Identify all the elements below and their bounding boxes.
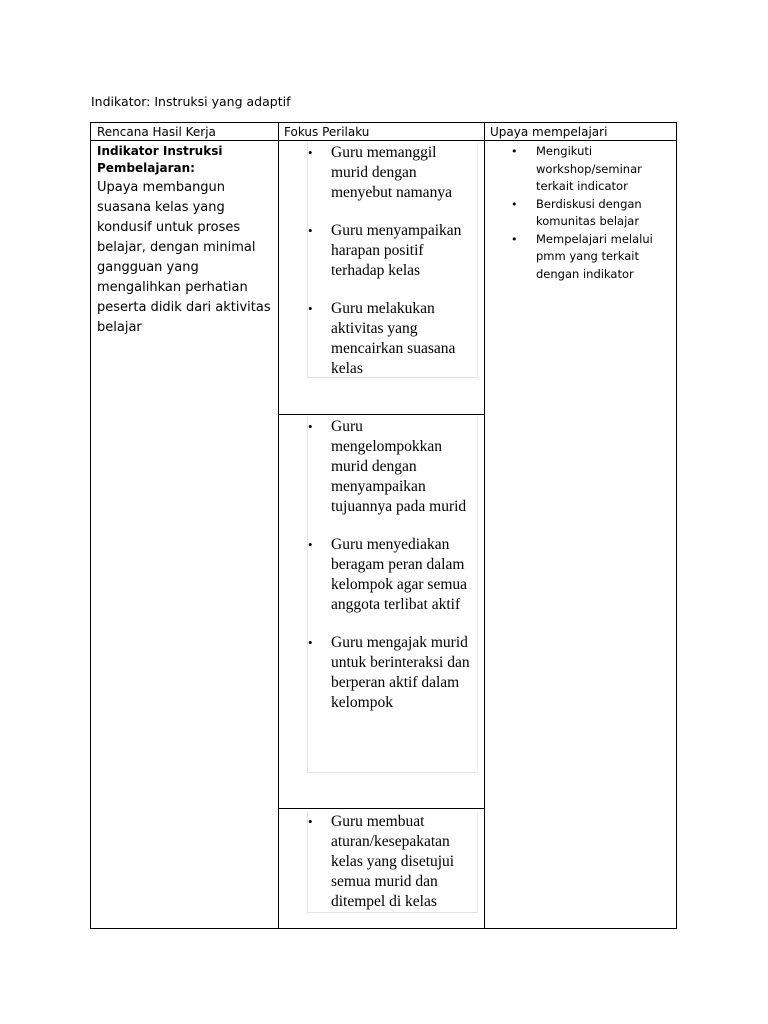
rencana-hasil-kerja-cell <box>97 143 272 338</box>
header-divider <box>91 140 676 141</box>
indicator-title: Indikator Instruksi Pembelajaran: <box>97 144 223 175</box>
header-upaya-mempelajari: Upaya mempelajari <box>490 125 608 139</box>
list-item <box>308 299 477 379</box>
bullet-icon: • <box>511 232 518 246</box>
list-item <box>308 812 477 912</box>
focus-item-text: Guru mengajak murid untuk berinteraksi dan berperan aktif dalam kelompok <box>331 634 470 711</box>
document-title: Indikator: Instruksi yang adaptif <box>91 94 291 109</box>
learning-item-text: Mempelajari melalui pmm yang terkait dengan indikator <box>536 231 653 281</box>
focus-item-text: Guru menyampaikan harapan positif terhadap kelas <box>331 222 462 279</box>
focus-item-text: Guru melakukan aktivitas yang mencairkan suasana kelas <box>331 300 456 377</box>
header-rencana-hasil-kerja: Rencana Hasil Kerja <box>97 125 216 139</box>
row-divider <box>278 414 484 415</box>
column-divider <box>484 123 485 928</box>
list-item <box>308 143 477 203</box>
focus-block-3 <box>307 811 478 913</box>
focus-item-text: Guru mengelompokkan murid dengan menyampaikan tujuannya pada murid <box>331 418 467 515</box>
focus-item-text: Guru menyediakan beragam peran dalam kelompok agar semua anggota terlibat aktif <box>331 536 468 613</box>
bullet-icon: • <box>308 635 313 650</box>
bullet-icon: • <box>308 814 313 829</box>
bullet-icon: • <box>511 197 518 211</box>
focus-item-text: Guru membuat aturan/kesepakatan kelas yang disetujui semua murid dan ditempel di kelas <box>331 813 455 910</box>
list-item <box>308 221 477 281</box>
learning-item-text: Mengikuti workshop/seminar terkait indicator <box>536 144 642 193</box>
focus-item-text: Guru memanggil murid dengan menyebut namanya <box>331 144 452 201</box>
indicator-table <box>90 122 677 929</box>
list-item <box>308 633 477 713</box>
upaya-mempelajari-cell <box>511 143 661 283</box>
focus-block-1 <box>307 142 478 378</box>
list-item <box>308 417 477 517</box>
list-item <box>511 231 661 284</box>
list-item <box>511 196 661 231</box>
bullet-icon: • <box>511 145 518 158</box>
bullet-icon: • <box>308 223 313 238</box>
bullet-icon: • <box>308 301 313 316</box>
list-item <box>308 535 477 615</box>
list-item <box>511 143 661 196</box>
row-divider <box>278 808 484 809</box>
learning-item-text: Berdiskusi dengan komunitas belajar <box>536 196 642 228</box>
bullet-icon: • <box>308 537 313 552</box>
bullet-icon: • <box>308 145 313 160</box>
focus-block-2 <box>307 416 478 773</box>
header-fokus-perilaku: Fokus Perilaku <box>284 125 370 139</box>
indicator-description: Upaya membangun suasana kelas yang kondusif untuk proses belajar, dengan minimal gangguan yang mengalihkan perhatian peserta didik dari aktivitas belajar <box>97 180 271 335</box>
bullet-icon: • <box>308 419 313 434</box>
